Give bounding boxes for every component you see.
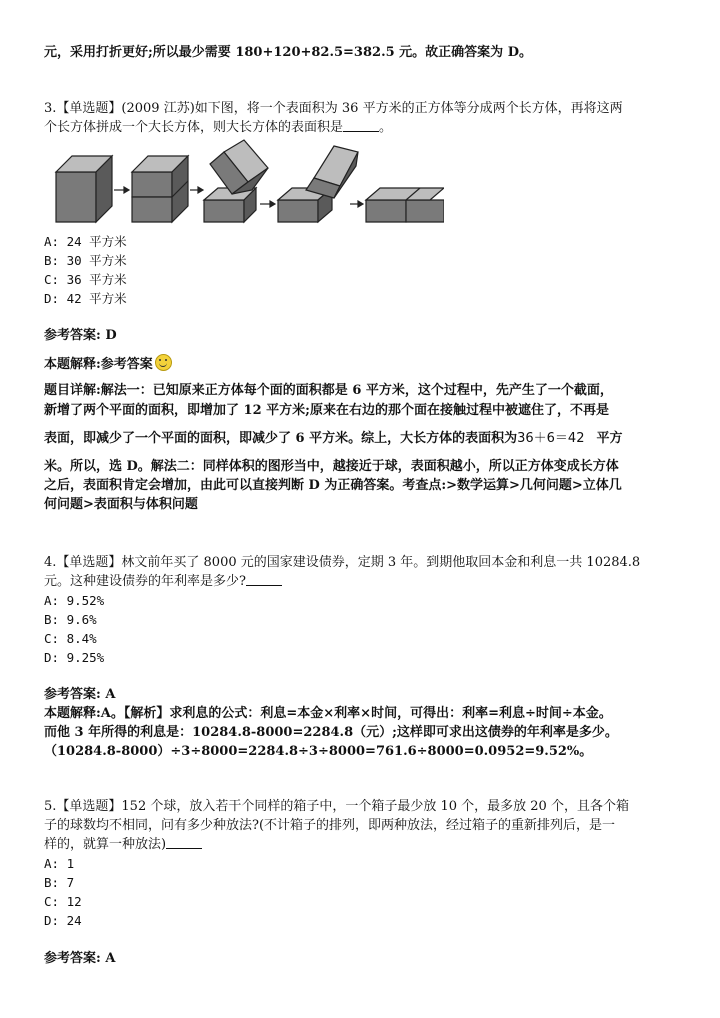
q3-detail-1: 题目详解:解法一：已知原来正方体每个面的面积都是 6 平方米，这个过程中，先产生了一个截面，: [44, 383, 613, 398]
q3-option-b: B: 30 平方米: [44, 253, 127, 268]
q3-detail-3a: 表面，即减少了一个平面的面积，即减少了 6 平方米。综上，大长方体的表面积为: [44, 431, 518, 446]
q3-detail-5: 之后，表面积肯定会增加，由此可以直接判断 D 为正确答案。考查点:>数学运算>几何问题>立体几: [44, 478, 622, 493]
q5-stem-text: 样的，就算一种放法): [44, 837, 167, 852]
q3-option-a: A: 24 平方米: [44, 234, 127, 249]
q4-explain-1: 本题解释:A。【解析】求利息的公式：利息=本金×利率×时间，可得出：利率=利息÷时间÷本金。: [44, 706, 612, 721]
q3-detail-3: [44, 430, 622, 448]
q3-detail-2: 新增了两个平面的面积，即增加了 12 平方米;原来在右边的那个面在接触过程中被遮住了，不再是: [44, 403, 609, 418]
q5-option-d: D: 24: [44, 913, 82, 928]
q4-explain-3: （10284.8-8000）÷3÷8000=2284.8÷3÷8000=761.6÷8000=0.0952=9.52%。: [44, 744, 593, 759]
q5-stem-line1: 5.【单选题】152 个球，放入若干个同样的箱子中，一个箱子最少放 10 个，最多放 20 个，且各个箱: [44, 799, 629, 814]
q4-stem-text: 元。这种建设债券的年利率是多少?: [44, 574, 246, 589]
q4-option-b: B: 9.6%: [44, 612, 97, 627]
q3-stem-line2: [44, 119, 392, 137]
smiley-face-icon: [155, 354, 172, 371]
q5-option-a: A: 1: [44, 856, 75, 871]
surface-area-formula: 36＋6＝42: [517, 431, 585, 446]
q3-detail-6: 何问题>表面积与体积问题: [44, 497, 198, 512]
q4-answer: 参考答案: A: [44, 687, 116, 702]
q5-stem-line2: 子的球数均不相同，问有多少种放法?(不计箱子的排列，即两种放法，经过箱子的重新排列后，是一: [44, 818, 616, 833]
q4-option-d: D: 9.25%: [44, 650, 105, 665]
q3-answer: 参考答案: D: [44, 328, 117, 343]
q3-explain-label: 本题解释:参考答案: [44, 357, 153, 372]
q3-stem-line1: 3.【单选题】(2009 江苏)如下图，将一个表面积为 36 平方米的正方体等分成两个长方体，再将这两: [44, 101, 623, 116]
answer-blank: [166, 836, 202, 849]
answer-blank: [343, 119, 379, 132]
q3-stem-end: 。: [379, 120, 393, 135]
q3-detail-3b: 平方: [596, 431, 623, 446]
q3-stem-text: 个长方体拼成一个大长方体，则大长方体的表面积是: [44, 120, 344, 135]
q4-stem-line1: 4.【单选题】林文前年买了 8000 元的国家建设债券，定期 3 年。到期他取回本金和利息一共 10284.8: [44, 555, 641, 570]
q5-stem-line3: [44, 836, 202, 854]
q4-stem-line2: [44, 573, 282, 591]
q5-option-c: C: 12: [44, 894, 82, 909]
q4-explain-2: 而他 3 年所得的利息是：10284.8-8000=2284.8（元）;这样即可求出这债券的年利率是多少。: [44, 725, 618, 740]
q5-option-b: B: 7: [44, 875, 75, 890]
q4-option-a: A: 9.52%: [44, 593, 105, 608]
answer-blank: [246, 573, 282, 586]
q3-explain-head: [44, 354, 172, 374]
q3-option-d: D: 42 平方米: [44, 291, 127, 306]
q5-answer: 参考答案: A: [44, 951, 116, 966]
q4-option-c: C: 8.4%: [44, 631, 97, 646]
cube-split-figure: [44, 138, 444, 230]
continuation-text: 元，采用打折更好;所以最少需要 180+120+82.5=382.5 元。故正确答案为 D。: [44, 45, 532, 60]
q3-option-c: C: 36 平方米: [44, 272, 127, 287]
q3-detail-4: 米。所以，选 D。解法二：同样体积的图形当中，越接近于球，表面积越小，所以正方体变成长方体: [44, 459, 619, 474]
